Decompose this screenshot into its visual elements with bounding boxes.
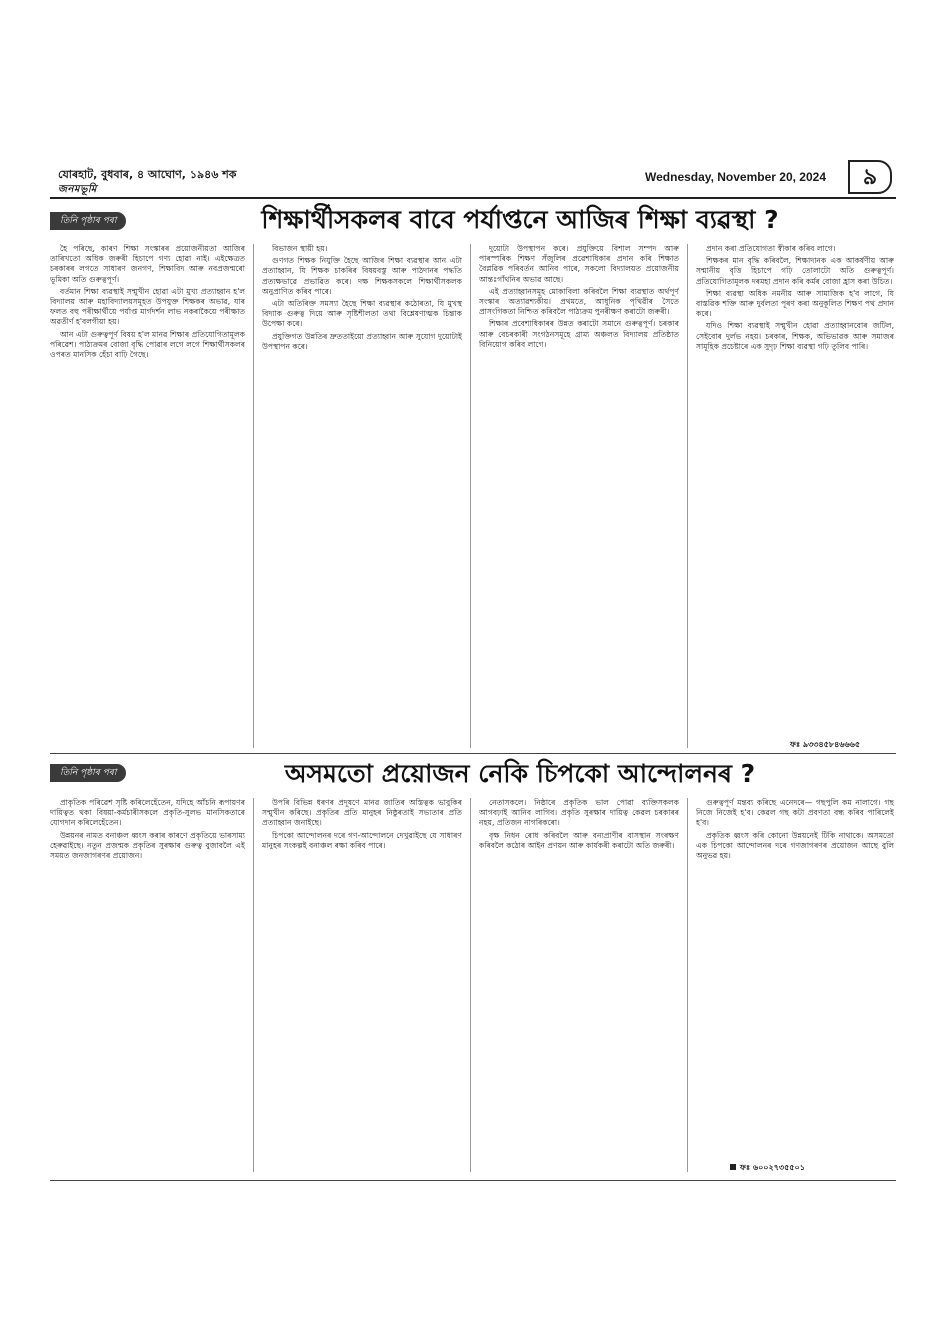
article1-col2-paragraph: প্ৰযুক্তিগত উন্নতিৰ দ্ৰুততাইয়ো প্ৰত্যাহ্বান আৰু সুযোগ দুয়োটাই উপস্থাপন কৰে।: [262, 331, 462, 351]
masthead-rule: [50, 197, 896, 199]
article2-col3-paragraph: বৃক্ষ নিধন ৰোধ কৰিবলৈ আৰু বন্যপ্ৰাণীৰ বাসস্থান সংৰক্ষণ কৰিবলৈ কঠোৰ আইন প্ৰণয়ন আৰু কাৰ্যকৰী কৰাটো অতি জৰুৰী।: [479, 830, 679, 850]
article-separator: [50, 753, 896, 754]
column-divider: [470, 244, 471, 748]
article1-col4-paragraph: প্ৰদান কৰা প্ৰতিযোগতা স্বীকাৰ কৰিব লাগে।: [706, 244, 836, 253]
article1-col1-paragraph: আন এটা গুৰুত্বপূৰ্ণ বিষয় হ'ল মানৱ শিক্ষাৰ প্ৰতিযোগিতামূলক পৰিৱেশ। পাঠ্যক্ৰমৰ বোজা বৃদ্ধি পোৱাৰ লগে লগে শিক্ষাৰ্থীসকলৰ ওপৰত মানসিক হেঁচা বাঢ়ি গৈছে।: [50, 329, 245, 360]
issue-date-english: Wednesday, November 20, 2024: [645, 170, 826, 184]
article1-col3-paragraph: এই প্ৰত্যাহ্বানসমূহ মোকাবিলা কৰিবলৈ শিক্ষা ব্যৱস্থাত অৰ্থপূৰ্ণ সংস্কাৰ অত্যাৱশ্যকীয়। প্ৰথমতে, আধুনিক পৃথিৱীৰ সৈতে প্ৰাসংগিকতা নিশ্চিত কৰিবলৈ পাঠ্যক্ৰম পুনৰীক্ষণ কৰাটো জৰুৰী।: [479, 286, 679, 317]
article1-column-2: [262, 244, 462, 748]
article2-col3-paragraph: নেতাসকলে। নিষ্ঠাৰে প্ৰকৃতিক ভাল পোৱা ব্যক্তিসকলক আগবঢ়াই আনিব লাগিব। প্ৰকৃতি সুৰক্ষাৰ দায়িত্ব কেৱল চৰকাৰৰ নহয়, প্ৰতিজন নাগৰিকৰো।: [479, 798, 679, 828]
article1-continued-tag: তিনি পৃষ্ঠাৰ পৰা: [50, 212, 126, 230]
article1-col4-paragraph: যদিও শিক্ষা ব্যৱস্থাই সন্মুখীন হোৱা প্ৰত্যাহ্বানবোৰ জটিল, সেইবোৰ দুৰ্লভ নহয়। চৰকাৰ, শিক্ষক, অভিভাৱক আৰু সমাজৰ সামূহিক প্ৰচেষ্টাৰে এক সুদৃঢ় শিক্ষা ব্যৱস্থা গঢ়ি তুলিব পাৰি।: [696, 321, 894, 351]
article1-col3-paragraph: শিক্ষাৰ প্ৰবেশাধিকাৰৰ উন্নত কৰাটো সমানে গুৰুত্বপূৰ্ণ। চৰকাৰ আৰু বেচৰকাৰী সংগঠনসমূহে গ্ৰাম্য অঞ্চলত বিদ্যালয় প্ৰতিষ্ঠাত বিনিয়োগ কৰিব লাগে।: [479, 319, 679, 349]
article1-col1-paragraph: বৰ্তমান শিক্ষা ব্যৱস্থাই সন্মুখীন হোৱা এটা মুখ্য প্ৰত্যাহ্বান হ'ল বিদ্যালয় আৰু মহাবিদ্যালয়সমূহত উপযুক্ত শিক্ষকৰ অভাৱ, যাৰ ফলত বহু পৰীক্ষাৰ্থীয়ে পৰ্যাপ্ত মাৰ্গদৰ্শন লাভ নকৰাকৈয়ে পৰীক্ষাত অৱতীৰ্ণ হ'বলগীয়া হয়।: [50, 286, 245, 327]
column-divider: [253, 798, 254, 1172]
article1-col4-paragraph: শিক্ষকৰ মান বৃদ্ধি কৰিবলৈ, শিক্ষাদানক এক আকৰ্ষণীয় আৰু সন্মানীয় বৃত্তি হিচাপে গঢ়ি তোলাটো অতি গুৰুত্বপূৰ্ণ। প্ৰতিযোগিতামূলক দৰমহা প্ৰদান কৰি কৰ্মৰ বোজা হ্ৰাস কৰা উচিত।: [696, 256, 894, 286]
article2-continued-tag: তিনি পৃষ্ঠাৰ পৰা: [50, 764, 126, 782]
end-square-icon: [730, 1164, 736, 1170]
article2-column-2: [262, 798, 462, 1172]
column-divider: [253, 244, 254, 748]
article2-col4-paragraph: প্ৰকৃতিক ধ্বংস কৰি কোনো উন্নয়নেই টিকি নাথাকে। অসমতো এক চিপকো আন্দোলনৰ দৰে গণজাগৰণৰ প্ৰয়োজন আছে বুলি অনুভৱ হয়।: [696, 830, 894, 861]
article2-col4-paragraph: গুৰুত্বপূৰ্ণ মন্তব্য কৰিছে এনেদৰে— গছপুলি কম নালাগে। গছ নিজে নিজেই হ'ব। কেৱল গছ কটা প্ৰবণতা বন্ধ কৰিব পাৰিলেই হ'ব।: [696, 798, 894, 828]
article1-col2-paragraph: বিভাজন স্থায়ী হয়।: [272, 244, 328, 253]
page-number: ৯: [848, 160, 892, 194]
masthead: [50, 158, 896, 196]
article2-column-1: [50, 798, 245, 1172]
article1-col2-paragraph: গুণগত শিক্ষক নিযুক্তি হৈছে আজিৰ শিক্ষা ব্যৱস্থাৰ আন এটা প্ৰত্যাহ্বান, যি শিক্ষক চাকৰিৰ বিষয়বস্তু আৰু পাঠদানৰ পদ্ধতি প্ৰত্যক্ষভাৱে প্ৰভাৱিত কৰে। দক্ষ শিক্ষকসকলে শিক্ষাৰ্থীসকলক অনুপ্ৰাণিত কৰিব পাৰে।: [262, 256, 462, 296]
article1-column-1: [50, 244, 245, 748]
article1-col3-paragraph: দুয়োটা উপস্থাপন কৰে। প্ৰযুক্তিয়ে বিশাল সম্পদ আৰু পাৰস্পৰিক শিক্ষণ সঁজুলিৰ প্ৰৱেশাধিকাৰ প্ৰদান কৰি শিক্ষাত বৈপ্লৱিক পৰিবৰ্তন আনিব পাৰে, সকলো বিদ্যালয়ত প্ৰয়োজনীয় আন্তঃগাঁথনিৰ অভাৱ আছে।: [479, 244, 679, 284]
article1-author-phone: ফঃ ৯৩৩৪৫৮৪৬৬৬৫: [790, 740, 861, 749]
article2-col1-paragraph: উন্নয়নৰ নামত বনাঞ্চল ধ্বংস কৰাৰ কাৰণে প্ৰকৃতিয়ে ভাৰসাম্য হেৰুৱাইছে। নতুন প্ৰজন্মক প্ৰকৃতিৰ সুৰক্ষাৰ গুৰুত্ব বুজাবলৈ এই সময়ত জনজাগৰণৰ প্ৰয়োজন।: [50, 830, 245, 861]
article1-headline: শিক্ষাৰ্থীসকলৰ বাবে পৰ্যাপ্তনে আজিৰ শিক্ষা ব্যৱস্থা ?: [261, 205, 779, 234]
article2-col1-paragraph: প্ৰাকৃতিক পৰিৱেশ সৃষ্টি কৰিলেহেঁতেন, যদিহে আঁচনি ৰূপায়ণৰ দায়িত্বত থকা বিষয়া-কৰ্মচাৰীসকলে প্ৰকৃতি-সুলভ মানসিকতাৰে যোগদান কৰিলেহেঁতেন।: [50, 798, 245, 828]
newspaper-logo: জনমভূমি: [58, 184, 97, 195]
article1-column-4: [696, 244, 894, 734]
article1-col4-paragraph: শিক্ষা ব্যৱস্থা অধিক নমনীয় আৰু সামাজিক হ'ব লাগে, যি বাস্তৱিক শক্তি আৰু দুৰ্বলতা পূৰণ কৰা অনুকূলিত শিক্ষণ পথ প্ৰদান কৰে।: [696, 288, 894, 319]
issue-date-assamese: যোৰহাট, বুধবাৰ, ৪ আঘোণ, ১৯৪৬ শক: [58, 168, 237, 181]
column-divider: [687, 244, 688, 748]
column-divider: [470, 798, 471, 1172]
article2-author-phone-text: ফঃ ৬০০২৭৩৫৫০১: [740, 1163, 805, 1172]
article2-column-3: [479, 798, 679, 1172]
article1-column-3: [479, 244, 679, 748]
bottom-rule: [50, 1180, 896, 1181]
article2-author-phone: [730, 1162, 805, 1175]
column-divider: [687, 798, 688, 1172]
article1-col2-paragraph: এটা অতিৰিক্ত সমস্যা হৈছে শিক্ষা ব্যৱস্থাৰ কঠোৰতা, যি মুখস্থ বিদ্যাক গুৰুত্ব দিয়ে আৰু সৃষ্টিশীলতা তথা বিশ্লেষণাত্মক চিন্তাক উপেক্ষা কৰে।: [262, 299, 462, 329]
article2-headline: অসমতো প্ৰয়োজন নেকি চিপকো আন্দোলনৰ ?: [284, 759, 756, 788]
article2-column-4: [696, 798, 894, 1158]
article1-col1-paragraph: হৈ পৰিছে, কাৰণ শিক্ষা সংস্কাৰৰ প্ৰয়োজনীয়তা আজিৰ তাৰিখতো অধিক জৰুৰী হিচাপে গণ্য হোৱা নাই। এইক্ষেত্ৰত চৰকাৰৰ লগতে সাধাৰণ জনগণ, শিক্ষাবিদ আৰু নবপ্ৰজন্মৰো ভূমিকা অতি গুৰুত্বপূৰ্ণ।: [50, 244, 245, 284]
article2-col2-paragraph: চিপকো আন্দোলনৰ দৰে গণ-আন্দোলনে দেখুৱাইছে যে সাধাৰণ মানুহৰ সংকল্পই বনাঞ্চল ৰক্ষা কৰিব পাৰে।: [262, 830, 462, 850]
article2-col2-paragraph: উপৰি বিভিন্ন ধৰণৰ প্ৰদূষণে মানৱ জাতিৰ অস্তিত্বক ভাবুকিৰ সন্মুখীন কৰিছে। প্ৰকৃতিৰ প্ৰতি মানুহৰ নিষ্ঠুৰতাই সভ্যতাৰ প্ৰতি প্ৰত্যাহ্বান জনাইছে।: [262, 798, 462, 828]
